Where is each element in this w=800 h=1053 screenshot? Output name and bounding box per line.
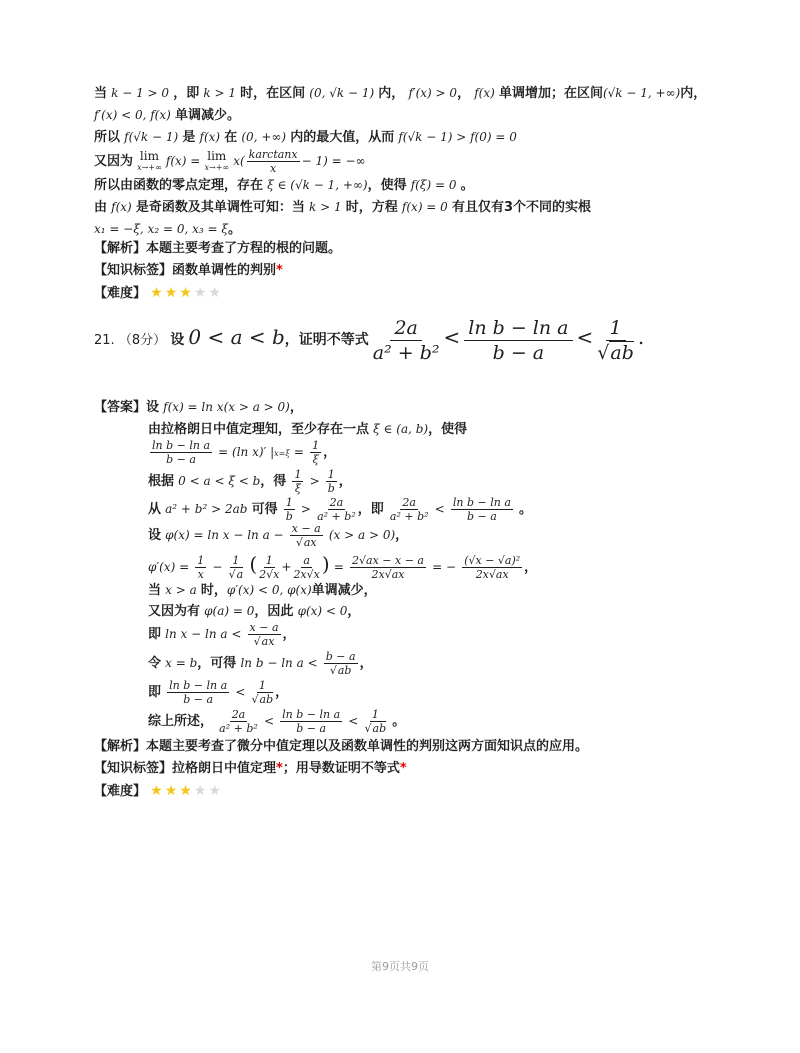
fraction: $\frac{1}{\xi}$ — [294, 468, 302, 495]
star-empty-icon: ★★ — [193, 285, 223, 301]
answer-line-5: 从 a² + b² > 2ab 可得 $\frac{1}{b}$ > $\frac{2a}{\text{a² + b²}}$ ，即 $\frac{2a}{\text{a² + b²}}$ < $\frac{\text{ln b − ln a}}{b - a}$ 。 — [148, 496, 533, 523]
analysis-2: 【解析】本题主要考查了微分中值定理以及函数单调性的判别这两方面知识点的应用。 — [94, 739, 589, 754]
answer-line-4: 根据 0 < a < ξ < b，得 $\frac{1}{\xi}$ > $\frac{1}{b}$ ， — [148, 468, 352, 495]
solution-line-2: f′(x) < 0, f(x) 单调减少。 — [94, 108, 240, 123]
fraction: $\frac{\text{ln b − ln a}}{b - a}$ — [282, 708, 341, 735]
knowledge-tags-1: 【知识标签】函数单调性的判别* — [94, 263, 283, 278]
fraction: $\frac{\text{ln b − ln a}}{b - a}$ — [464, 316, 572, 365]
fraction: $\frac{\text{ln b − ln a}}{b - a}$ — [152, 439, 211, 466]
fraction: $\frac{1}{b}$ — [327, 468, 335, 495]
fraction: $\frac{1}{b}$ — [285, 496, 293, 523]
fraction: $\frac{1}{\xi}$ — [312, 439, 320, 466]
answer-line-10: 即 ln x − ln a < $\frac{x - a}{√ax}$ ， — [148, 621, 296, 648]
answer-line-12: 即 $\frac{\text{ln b − ln a}}{b - a}$ < $\frac{1}{√ab}$ ， — [148, 679, 289, 706]
fraction: $\frac{2a}{\text{a² + b²}}$ — [219, 708, 258, 735]
star-rating-icon: ★★★ — [150, 285, 194, 301]
answer-line-7: φ′(x) = $\frac{1}{x}$ − $\frac{1}{√a}$ ( $\frac{1}{2√x}$ + $\frac{a}{2x√x}$ ) = $\frac{2√ax - x - a}{2x√ax}$ = − $\frac{\text{(√x − √a)²}}{2x√ax}$ ， — [148, 552, 538, 581]
fraction: $\frac{\text{(√x − √a)²}}{2x√ax}$ — [464, 554, 521, 581]
answer-line-3: $\frac{\text{ln b − ln a}}{b - a}$ = (ln x)′ |x=ξ = $\frac{1}{\xi}$ ， — [152, 439, 337, 466]
solution-line-7: x₁ = −ξ, x₂ = 0, x₃ = ξ。 — [94, 222, 241, 237]
solution-line-5: 所以由函数的零点定理，存在 ξ ∈ (√k − 1, +∞)，使得 f(ξ) = 0 。 — [94, 178, 474, 193]
knowledge-tags-2: 【知识标签】拉格朗日中值定理*；用导数证明不等式* — [94, 761, 407, 776]
answer-line-6: 设 φ(x) = ln x − ln a − $\frac{x - a}{√ax}$ (x > a > 0)， — [148, 522, 409, 549]
fraction: $\frac{2√ax - x - a}{2x√ax}$ — [352, 554, 424, 581]
fraction: $\frac{1}{x}$ — [197, 554, 205, 581]
star-empty-icon: ★★ — [193, 783, 223, 799]
fraction: $\frac{2a}{\text{a² + b²}}$ — [389, 496, 429, 523]
difficulty-1: 【难度】 ★★★★★ — [94, 285, 223, 301]
fraction: $\frac{x - a}{√ax}$ — [249, 621, 279, 648]
fraction: $\frac{a}{2x√x}$ — [293, 554, 320, 581]
fraction: $\frac{1}{√a}$ — [228, 554, 244, 581]
problem-21: 21. （8分） 设 0 < a < b，证明不等式 $\frac{2a}{\text{a² + b²}}$ < $\frac{\text{ln b − ln a}}{b - a}$ < $\frac{1}{√ab}$ . — [94, 317, 645, 364]
limit-expression: lim x→+∞ — [137, 148, 162, 172]
answer-line-11: 令 x = b，可得 ln b − ln a < $\frac{b - a}{√ab}$ ， — [148, 650, 373, 677]
fraction: $\frac{1}{2√x}$ — [259, 554, 280, 581]
answer-line-13: 综上所述， $\frac{2a}{\text{a² + b²}}$ < $\frac{\text{ln b − ln a}}{b - a}$ < $\frac{1}{√ab}$ 。 — [148, 708, 406, 735]
star-rating-icon: ★★★ — [150, 783, 194, 799]
fraction: $\frac{\text{ln b − ln a}}{b - a}$ — [452, 496, 511, 523]
fraction: $\frac{1}{√ab}$ — [251, 679, 274, 706]
difficulty-2: 【难度】 ★★★★★ — [94, 783, 223, 799]
fraction: $\frac{2a}{\text{a² + b²}}$ — [317, 496, 356, 523]
solution-line-4: 又因为 lim x→+∞ f(x) = lim x→+∞ x( $\frac{karctanx}{x}$ − 1) = −∞ — [94, 148, 366, 175]
fraction: $\frac{1}{√ab}$ — [597, 317, 634, 364]
fraction: $\frac{1}{√ab}$ — [364, 708, 387, 735]
solution-line-6: 由 f(x) 是奇函数及其单调性可知：当 k > 1 时，方程 f(x) = 0 有且仅有3个不同的实根 — [94, 200, 591, 215]
answer-line-8: 当 x > a 时，φ′(x) < 0, φ(x)单调减少， — [148, 583, 377, 598]
fraction: $\frac{karctanx}{x}$ — [248, 148, 298, 175]
analysis-1: 【解析】本题主要考查了方程的根的问题。 — [94, 241, 342, 256]
fraction: $\frac{b - a}{√ab}$ — [325, 650, 356, 677]
fraction: $\frac{x - a}{√ax}$ — [291, 522, 321, 549]
fraction: $\frac{\text{ln b − ln a}}{b - a}$ — [169, 679, 228, 706]
page-footer: 第9页共9页 — [371, 960, 429, 973]
answer-line-1: 【答案】设 f(x) = ln x(x > a > 0)， — [94, 400, 303, 415]
answer-line-2: 由拉格朗日中值定理知，至少存在一点 ξ ∈ (a, b)，使得 — [148, 422, 468, 437]
fraction: $\frac{2a}{\text{a² + b²}}$ — [372, 317, 440, 364]
solution-line-1: 当 k − 1 > 0 ，即 k > 1 时，在区间 (0, √k − 1) 内， f′(x) > 0， f(x) 单调增加；在区间(√k − 1, +∞)内， — [94, 86, 707, 101]
answer-line-9: 又因为有 φ(a) = 0，因此 φ(x) < 0， — [148, 604, 361, 619]
solution-line-3: 所以 f(√k − 1) 是 f(x) 在 (0, +∞) 内的最大值，从而 f(√k − 1) > f(0) = 0 — [94, 130, 517, 145]
